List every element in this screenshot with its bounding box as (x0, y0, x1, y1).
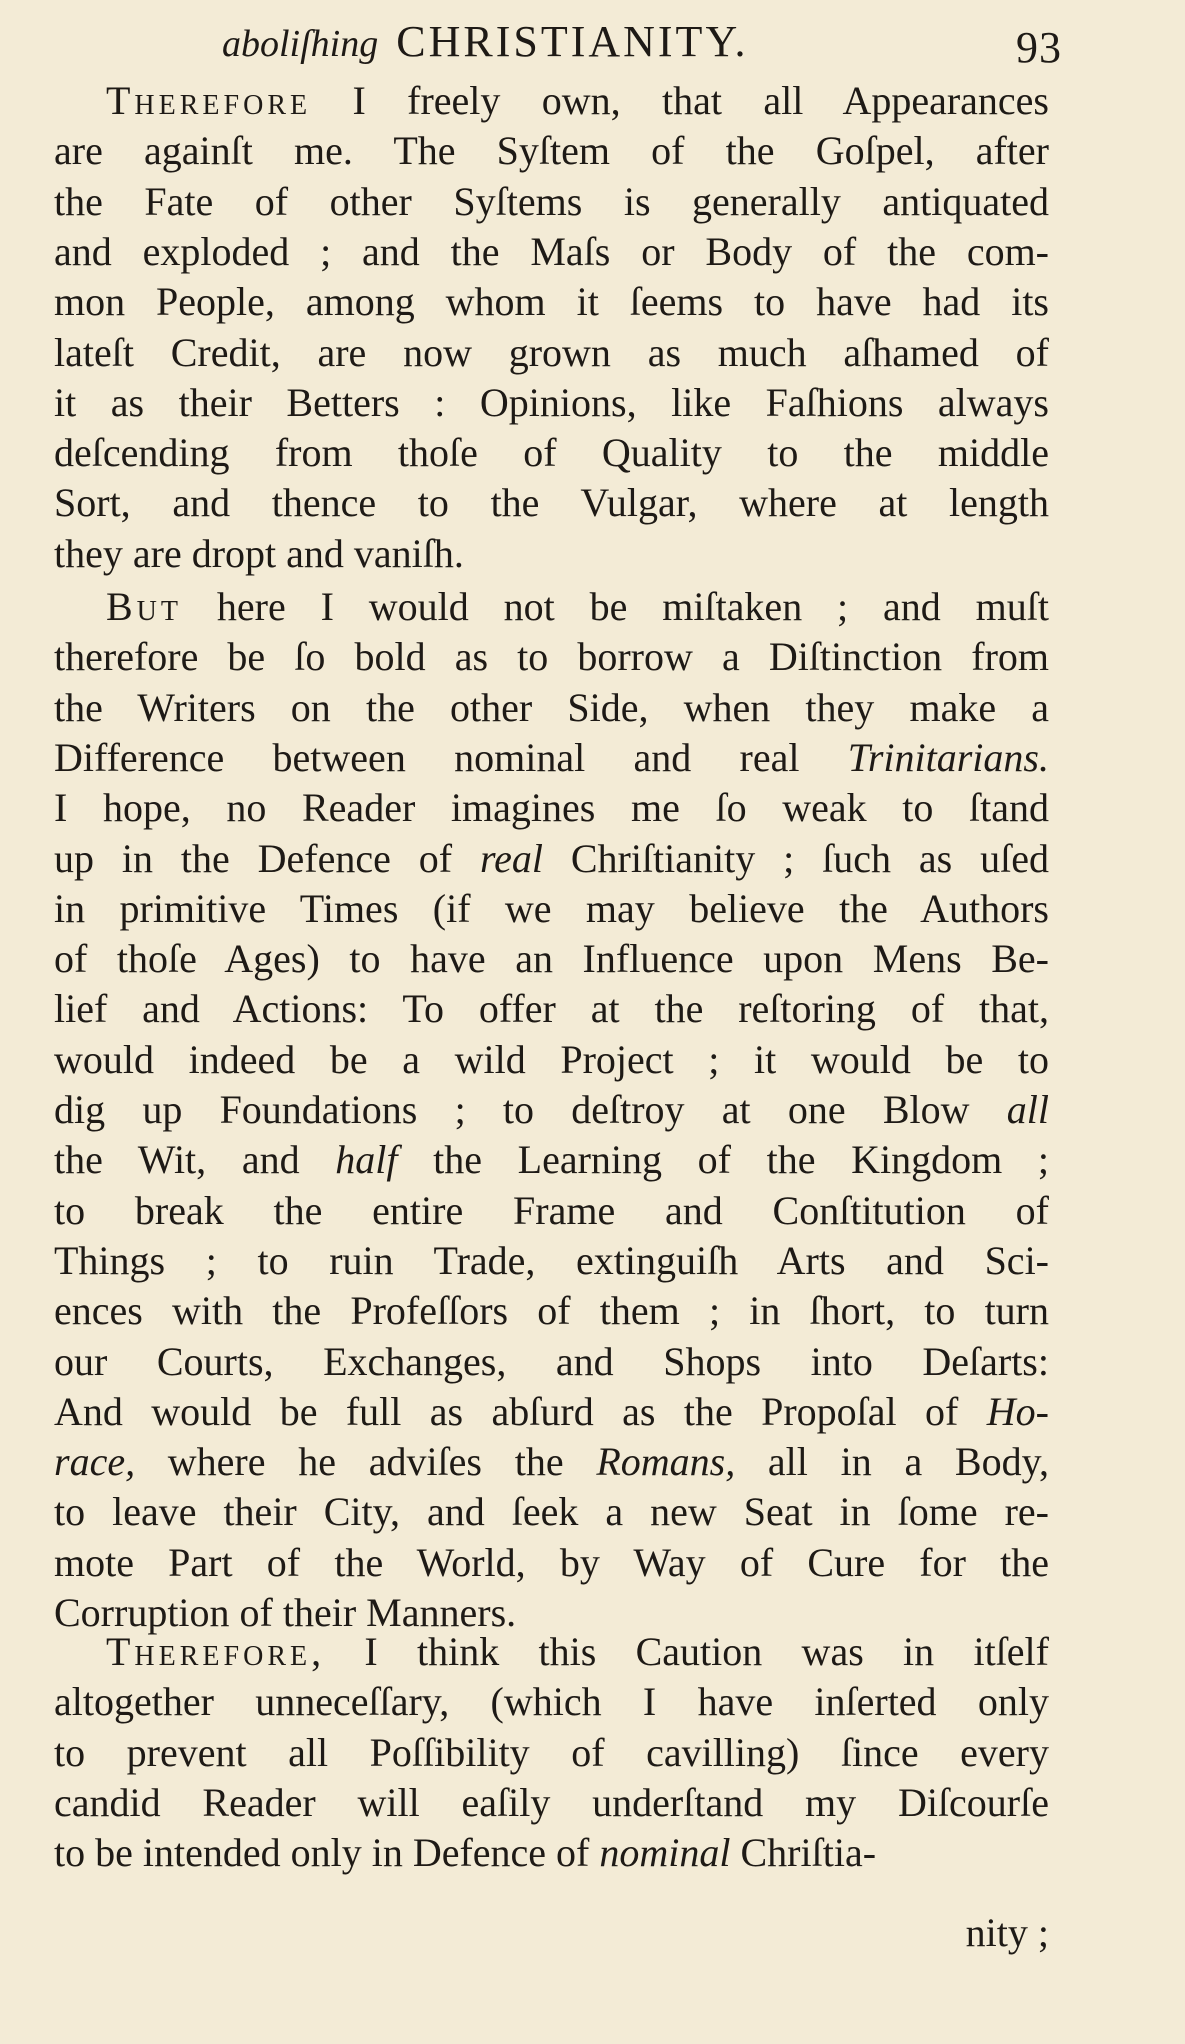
line-text: I think this Caution was in itſelf (325, 1629, 1049, 1674)
line-text: ences with the Profeſſors of them ; in ſhort, to turn (54, 1288, 1049, 1333)
paragraph-lead-word: Therefore, (106, 1629, 326, 1674)
line-text: Difference between nominal and real (54, 735, 848, 780)
italic-text: all (1006, 1087, 1049, 1132)
text-line (54, 733, 1049, 783)
text-line (54, 984, 1049, 1034)
italic-text: nominal (599, 1830, 731, 1875)
text-line (54, 1035, 1049, 1085)
running-head-italic: aboliſhing (222, 23, 379, 65)
italic-text: Romans, (596, 1439, 736, 1484)
text-line (54, 884, 1049, 934)
text-line (54, 1135, 1049, 1185)
line-text: Corruption of their Manners. (54, 1590, 517, 1635)
line-text: lateſt Credit, are now grown as much aſhamed of (54, 330, 1049, 375)
text-line (54, 277, 1049, 327)
text-line (54, 783, 1049, 833)
line-text: dig up Foundations ; to deſtroy at one Blow (54, 1087, 1007, 1132)
text-line (54, 1286, 1049, 1336)
line-text: Things ; to ruin Trade, extinguiſh Arts and Sci- (54, 1238, 1049, 1283)
text-line (54, 1085, 1049, 1135)
line-text: the Fate of other Syſtems is generally antiquated (54, 179, 1049, 224)
line-text: where he adviſes the (135, 1439, 597, 1484)
paragraph-lead-word: But (106, 584, 183, 629)
line-text: lief and Actions: To offer at the reſtoring of that, (54, 986, 1049, 1031)
running-head-title: CHRISTIANITY. (396, 17, 749, 66)
text-line (54, 378, 1049, 428)
line-text: the Learning of the Kingdom ; (397, 1137, 1050, 1182)
text-line (54, 632, 1049, 682)
text-line (54, 126, 1049, 176)
line-text: up in the Defence of (54, 836, 480, 881)
line-text: to break the entire Frame and Conſtitution of (54, 1188, 1049, 1233)
line-text: mote Part of the World, by Way of Cure for the (54, 1540, 1049, 1585)
text-line (54, 177, 1049, 227)
line-text: here I would not be miſtaken ; and muſt (182, 584, 1049, 629)
text-line (54, 227, 1049, 277)
line-text: the Writers on the other Side, when they make a (54, 685, 1049, 730)
text-line (54, 1487, 1049, 1537)
line-text: they are dropt and vaniſh. (54, 531, 464, 576)
line-text: and exploded ; and the Maſs or Body of the com- (54, 229, 1049, 274)
italic-text: Ho- (986, 1389, 1049, 1434)
text-line (54, 1337, 1049, 1387)
line-text: are againſt me. The Syſtem of the Goſpel, after (54, 128, 1049, 173)
text-line (54, 529, 1049, 579)
text-line (54, 683, 1049, 733)
paragraph-lead-word: Therefore (106, 78, 312, 123)
text-line (106, 76, 1049, 126)
italic-text: race, (54, 1439, 136, 1484)
line-text: Sort, and thence to the Vulgar, where at length (54, 480, 1049, 525)
line-text: it as their Betters : Opinions, like Faſhions always (54, 380, 1049, 425)
line-text: And would be full as abſurd as the Propoſal of (54, 1389, 987, 1434)
line-text: Chriſtia- (730, 1830, 877, 1875)
line-text: deſcending from thoſe of Quality to the middle (54, 430, 1049, 475)
line-text: our Courts, Exchanges, and Shops into Deſarts: (54, 1339, 1049, 1384)
text-line (54, 1236, 1049, 1286)
line-text: I freely own, that all Appearances (311, 78, 1049, 123)
line-text: would indeed be a wild Project ; it would be to (54, 1037, 1049, 1082)
line-text: candid Reader will eaſily underſtand my Diſcourſe (54, 1780, 1049, 1825)
line-text: Chriſtianity ; ſuch as uſed (542, 836, 1049, 881)
text-line (54, 1186, 1049, 1236)
text-line (106, 582, 1049, 632)
line-text: of thoſe Ages) to have an Influence upon Mens Be- (54, 936, 1049, 981)
catchword: nity ; (965, 1910, 1049, 1955)
italic-text: half (335, 1137, 398, 1182)
line-text: in primitive Times (if we may believe the Authors (54, 886, 1049, 931)
text-line (54, 1387, 1049, 1437)
text-line (54, 1728, 1049, 1778)
text-line (54, 1778, 1049, 1828)
line-text: altogether unneceſſary, (which I have inſerted only (54, 1679, 1049, 1724)
line-text: the Wit, and (54, 1137, 336, 1182)
page-number: 93 (1016, 23, 1062, 72)
italic-text: Trinitarians. (847, 735, 1049, 780)
text-line (54, 1828, 1049, 1878)
text-line (54, 834, 1049, 884)
text-line (54, 328, 1049, 378)
line-text: to leave their City, and ſeek a new Seat in ſome re- (54, 1489, 1049, 1534)
text-line (54, 1677, 1049, 1727)
text-line (106, 1627, 1049, 1677)
line-text: I hope, no Reader imagines me ſo weak to ſtand (54, 785, 1049, 830)
line-text: to prevent all Poſſibility of cavilling) ſince every (54, 1730, 1049, 1775)
text-line (54, 478, 1049, 528)
line-text: therefore be ſo bold as to borrow a Diſtinction from (54, 634, 1049, 679)
text-line (54, 428, 1049, 478)
running-head (222, 14, 1062, 70)
text-line (54, 934, 1049, 984)
text-line (54, 1538, 1049, 1588)
line-text: to be intended only in Defence of (54, 1830, 600, 1875)
italic-text: real (479, 836, 543, 881)
text-line (54, 1437, 1049, 1487)
line-text: mon People, among whom it ſeems to have had its (54, 279, 1049, 324)
line-text: all in a Body, (735, 1439, 1050, 1484)
